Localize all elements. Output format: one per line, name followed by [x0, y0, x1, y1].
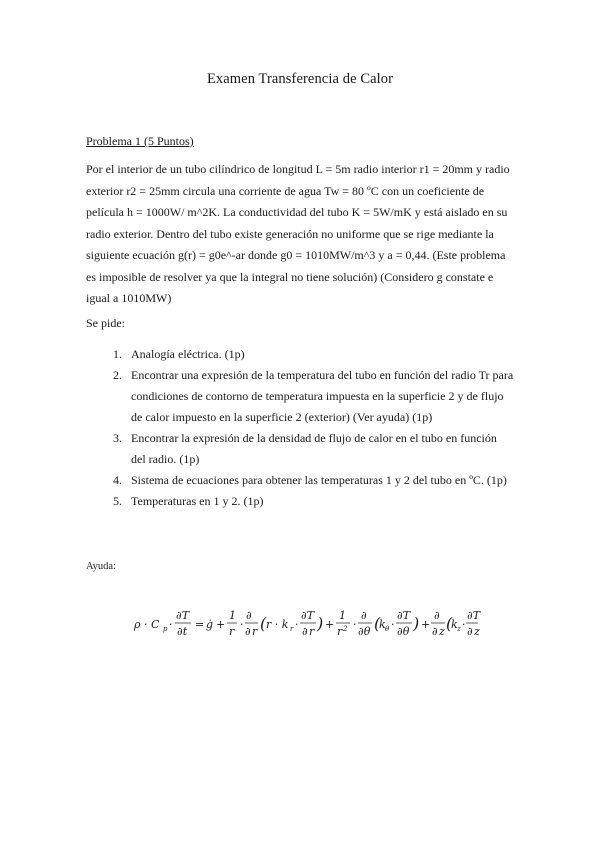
- svg-text:k: k: [451, 618, 458, 631]
- svg-text:·: ·: [169, 618, 173, 631]
- svg-text:k: k: [379, 618, 386, 631]
- svg-text:∂θ: ∂θ: [358, 625, 371, 638]
- svg-text:∂: ∂: [361, 609, 367, 622]
- svg-text:∂: ∂: [467, 625, 473, 638]
- svg-text:ρ · C: ρ · C: [134, 618, 160, 631]
- task-item: [86, 344, 514, 365]
- svg-text:·: ·: [391, 618, 395, 631]
- svg-text:(: (: [260, 614, 267, 633]
- task-text: Analogía eléctrica. (1p): [131, 347, 245, 361]
- svg-text:∂: ∂: [246, 609, 252, 622]
- svg-text:∂T: ∂T: [301, 609, 315, 622]
- task-number: 4.: [113, 473, 122, 487]
- task-number: 2.: [113, 368, 122, 382]
- task-text: Temperaturas en 1 y 2. (1p): [131, 494, 264, 508]
- svg-text:z: z: [457, 625, 461, 633]
- se-pide-label: Se pide:: [86, 316, 125, 330]
- svg-text:·: ·: [240, 618, 244, 631]
- svg-text:=: =: [195, 618, 205, 631]
- task-number: 5.: [113, 494, 122, 508]
- svg-text:∂T: ∂T: [467, 609, 481, 622]
- task-item: [86, 428, 514, 470]
- svg-text:·: ·: [462, 618, 466, 631]
- svg-text:r: r: [309, 625, 315, 638]
- task-number: 3.: [113, 431, 122, 445]
- svg-text:): ): [317, 614, 324, 633]
- svg-text:·: ·: [353, 618, 357, 631]
- svg-text:z: z: [439, 625, 445, 638]
- svg-text:r: r: [337, 625, 343, 638]
- svg-text:∂: ∂: [302, 625, 308, 638]
- task-number: 1.: [113, 347, 122, 361]
- svg-text:): ): [413, 614, 420, 633]
- svg-text:r: r: [252, 625, 258, 638]
- svg-text:∂: ∂: [245, 625, 251, 638]
- document-title: Examen Transferencia de Calor: [206, 71, 394, 87]
- problem-statement: Por el interior de un tubo cilíndrico de longitud L = 5m radio interior r1 = 20mm y radio exterior r2 = 25mm circula una corriente de agua Tw = 80 ºC con un coeficiente de película h = 1000W/ m^2K. La conductividad del tubo K = 5W/mK y está aislado en su radio exterior. Dentro del tubo existe generación no uniforme que se rige mediante la siguiente ecuación g(r) = g0e^-ar donde g0 = 1010MW/m^3 y a = 0,44. (Este problema es imposible de resolver ya que la integral no tiene solución) (Considero g constate e igual a 1010MW): [86, 162, 510, 305]
- svg-text:θ: θ: [385, 625, 390, 633]
- task-list: [86, 344, 514, 512]
- ayuda-label: Ayuda:: [86, 561, 116, 572]
- svg-text:∂t: ∂t: [177, 625, 188, 638]
- svg-text:(: (: [374, 614, 381, 633]
- svg-text:+: +: [421, 618, 431, 631]
- heat-equation-formula: [134, 604, 479, 644]
- svg-text:·: ·: [295, 618, 299, 631]
- task-item: [86, 470, 514, 491]
- svg-text:+: +: [216, 618, 226, 631]
- svg-text:r · k: r · k: [266, 618, 289, 631]
- svg-text:z: z: [474, 625, 480, 638]
- svg-text:ġ: ġ: [206, 618, 214, 631]
- problem-heading: Problema 1 (5 Puntos): [86, 134, 194, 148]
- svg-text:1: 1: [229, 609, 236, 622]
- task-item: [86, 365, 514, 428]
- svg-text:r: r: [290, 625, 294, 633]
- task-item: [86, 491, 514, 512]
- svg-text:∂: ∂: [434, 609, 440, 622]
- svg-text:∂: ∂: [432, 625, 438, 638]
- svg-text:∂T: ∂T: [397, 609, 411, 622]
- svg-text:r: r: [229, 625, 235, 638]
- task-text: Encontrar la expresión de la densidad de flujo de calor en el tubo en función del radio. (1p): [131, 431, 497, 466]
- svg-text:1: 1: [339, 609, 346, 622]
- svg-text:2: 2: [343, 625, 348, 633]
- svg-text:∂θ: ∂θ: [397, 625, 410, 638]
- svg-text:p: p: [163, 625, 168, 633]
- svg-text:(: (: [446, 614, 453, 633]
- svg-text:∂T: ∂T: [176, 609, 190, 622]
- task-text: Sistema de ecuaciones para obtener las temperaturas 1 y 2 del tubo en ºC. (1p): [131, 473, 507, 487]
- task-text: Encontrar una expresión de la temperatura del tubo en función del radio Tr para condiciones de contorno de temperatura impuesta en la superficie 2 y de flujo de calor impuesto en la superficie 2 (exterior) (Ver ayuda) (1p): [131, 368, 514, 424]
- svg-text:+: +: [325, 618, 335, 631]
